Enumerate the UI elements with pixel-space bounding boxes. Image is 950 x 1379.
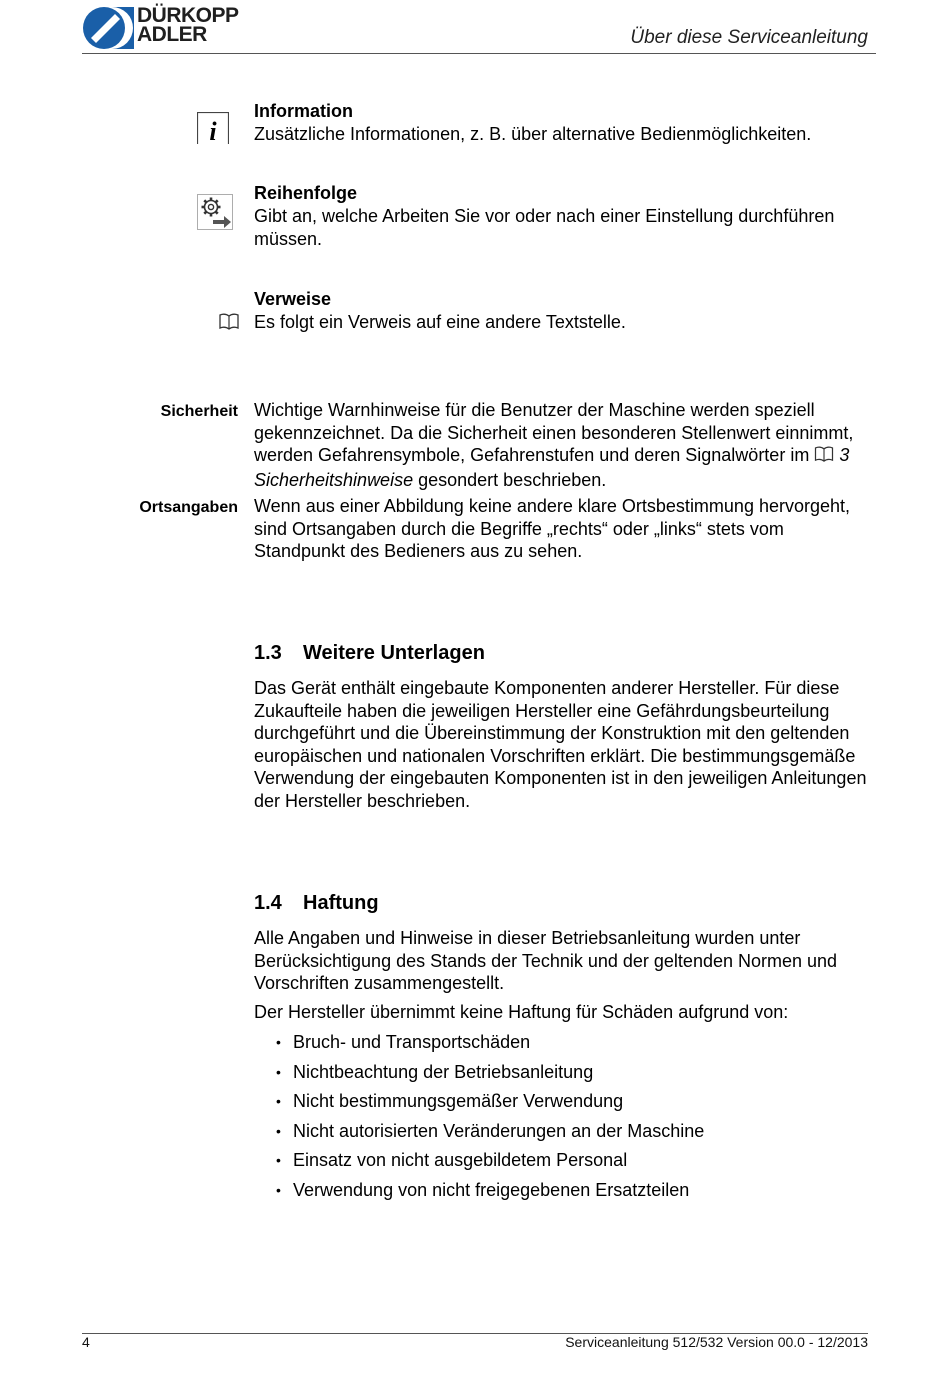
section-1-4-text: Alle Angaben und Hinweise in dieser Betriebsanleitung wurden unter Berücksichtigung des Stands der Technik und der geltenden Normen und Vorschriften zusammengestellt. — [254, 928, 838, 993]
liability-list — [276, 1031, 704, 1208]
note-heading: Information — [254, 101, 353, 121]
list-item: • Bruch- und Transportschäden — [276, 1031, 704, 1061]
brand-logo-text: DÜRKOPP ADLER — [137, 4, 239, 46]
brand-logo — [82, 6, 267, 50]
header-divider — [82, 53, 876, 54]
note-heading: Verweise — [254, 289, 332, 309]
term-label-safety: Sicherheit — [160, 403, 238, 420]
term-text-location: Wenn aus einer Abbildung keine andere klare Ortsbestimmung hervorgeht, sind Ortsangaben durch die Begriffe „rechts“ oder „links“ stets vom Standpunkt des Bedieners aus zu sehen. — [254, 496, 851, 561]
page-header-title: Über diese Serviceanleitung — [630, 27, 868, 48]
term-label-location: Ortsangaben — [139, 499, 238, 516]
section-1-3-text: Das Gerät enthält eingebaute Komponenten anderer Hersteller. Für diese Zukaufteile haben die jeweiligen Hersteller eine Gefährdungsbeurteilung durchgeführt und die Übereinstimmung der Konstruktion mit den geltenden europäischen und nationalen Vorschriften erklärt. Die bestimmungsgemäße Verwendung der eingebauten Komponenten ist in den jeweiligen Anleitungen der Hersteller beschrieben. — [254, 678, 867, 811]
cross-reference-link[interactable]: 3 Sicherheitshinweise — [254, 445, 850, 490]
section-heading-1-3: 1.3 Weitere Unterlagen — [254, 642, 485, 664]
list-item: • Verwendung von nicht freigegebenen Ersatzteilen — [276, 1179, 704, 1209]
book-icon — [219, 313, 239, 336]
svg-text:i: i — [209, 117, 217, 144]
gear-arrow-icon — [197, 194, 233, 235]
note-text: Es folgt ein Verweis auf eine andere Textstelle. — [254, 312, 626, 332]
note-verweise — [254, 288, 874, 334]
note-information — [254, 100, 874, 146]
brand-logo-mark — [82, 6, 134, 50]
book-ref-icon — [814, 446, 834, 469]
note-text: Zusätzliche Informationen, z. B. über alternative Bedienmöglichkeiten. — [254, 124, 812, 144]
page-number: 4 — [82, 1334, 90, 1350]
list-item: • Nicht autorisierten Veränderungen an der Maschine — [276, 1120, 704, 1150]
list-item: • Nicht bestimmungsgemäßer Verwendung — [276, 1090, 704, 1120]
note-heading: Reihenfolge — [254, 183, 358, 203]
list-item: • Einsatz von nicht ausgebildetem Personal — [276, 1149, 704, 1179]
term-text-safety: Wichtige Warnhinweise für die Benutzer der Maschine werden speziell gekennzeichnet. Da die Sicherheit einen besonderen Stellenwert einnimmt, werden Gefahrensymbole, Gefahrenstufen und deren Signalwörter im 3 Sicherheitshinweise gesondert beschrieben. — [254, 400, 854, 490]
section-heading-1-4: 1.4 Haftung — [254, 892, 379, 914]
section-1-4-intro: Der Hersteller übernimmt keine Haftung für Schäden aufgrund von: — [254, 1002, 789, 1022]
list-item: • Nichtbeachtung der Betriebsanleitung — [276, 1061, 704, 1091]
note-text: Gibt an, welche Arbeiten Sie vor oder nach einer Einstellung durchführen müssen. — [254, 206, 835, 249]
info-icon — [197, 112, 229, 149]
note-reihenfolge — [254, 182, 874, 251]
document-info: Serviceanleitung 512/532 Version 00.0 - 12/2013 — [565, 1334, 868, 1350]
